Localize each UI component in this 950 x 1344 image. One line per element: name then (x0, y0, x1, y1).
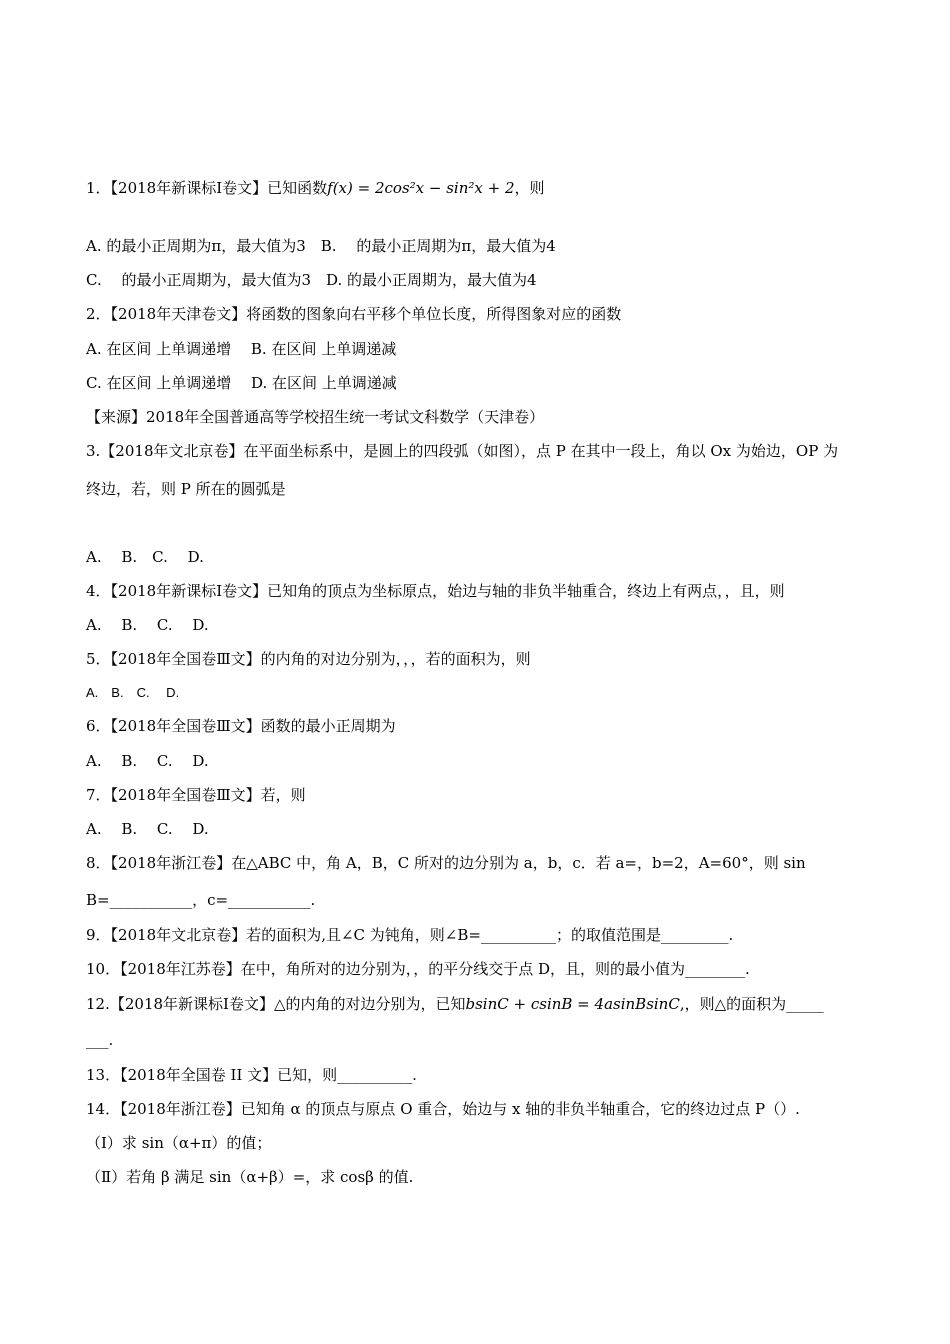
q1-stem-suffix: ，则 (514, 179, 545, 197)
q12-line2: ___. (86, 1031, 114, 1049)
q12-stem (86, 994, 864, 1014)
q14-stem: 14．【2018年浙江卷】已知角 α 的顶点与原点 O 重合，始边与 x 轴的非负半轴重合，它的终边过点 P（）. (86, 1100, 800, 1118)
q4-stem: 4．【2018年新课标Ⅰ卷文】已知角的顶点为坐标原点，始边与轴的非负半轴重合，终边上有两点，，且，则 (86, 582, 785, 600)
q9-stem: 9．【2018年文北京卷】若的面积为,且∠C 为钝角，则∠B=__________；的取值范围是_________. (86, 926, 734, 944)
q14-part1: （Ⅰ）求 sin（α+π）的值； (86, 1134, 272, 1152)
q14-part2: （Ⅱ）若角 β 满足 sin（α+β）=，求 cosβ 的值. (86, 1168, 414, 1186)
q3-line2: 终边，若，则 P 所在的圆弧是 (86, 480, 286, 498)
q12-stem-suffix: ,，则△的面积为_____ (679, 995, 824, 1013)
q1-stem-prefix: 1．【2018年新课标Ⅰ卷文】已知函数 (86, 179, 328, 197)
q2-options-ab: A. 在区间 上单调递增 B. 在区间 上单调递减 (86, 340, 397, 358)
q7-stem: 7．【2018年全国卷Ⅲ文】若，则 (86, 786, 306, 804)
q1-options-cd: C. 的最小正周期为，最大值为3 D. 的最小正周期为，最大值为4 (86, 271, 537, 289)
q8-line1: 8．【2018年浙江卷】在△ABC 中，角 A，B，C 所对的边分别为 a，b，c．若 a=，b=2，A=60°，则 sin (86, 854, 806, 872)
q6-options: A. B. C. D. (86, 752, 209, 770)
q12-stem-prefix: 12.【2018年新课标Ⅰ卷文】△的内角的对边分别为，已知 (86, 995, 466, 1013)
q7-options: A. B. C. D. (86, 820, 209, 838)
q1-formula: f(x) = 2cos²x − sin²x + 2 (327, 179, 515, 197)
q2-options-cd: C. 在区间 上单调递增 D. 在区间 上单调递减 (86, 374, 397, 392)
q5-stem: 5．【2018年全国卷Ⅲ文】的内角的对边分别为，，，若的面积为，则 (86, 650, 531, 668)
q2-source: 【来源】2018年全国普通高等学校招生统一考试文科数学（天津卷） (86, 408, 545, 426)
q8-line2: B=___________，c=___________. (86, 891, 316, 909)
q1-stem (86, 178, 864, 198)
q3-line1: 3.【2018年文北京卷】在平面坐标系中，是圆上的四段弧（如图），点 P 在其中一段上，角以 Ox 为始边，OP 为 (86, 442, 839, 460)
q1-options-ab: A. 的最小正周期为π，最大值为3 B. 的最小正周期为π，最大值为4 (86, 237, 556, 255)
q5-options: A. B. C. D. (86, 685, 180, 700)
q2-stem: 2．【2018年天津卷文】将函数的图象向右平移个单位长度，所得图象对应的函数 (86, 305, 622, 323)
q10-stem: 10．【2018年江苏卷】在中，角所对的边分别为，，的平分线交于点 D，且，则的最小值为________. (86, 960, 750, 978)
q13-stem: 13．【2018年全国卷 II 文】已知，则__________. (86, 1066, 417, 1084)
q4-options: A. B. C. D. (86, 616, 209, 634)
q6-stem: 6．【2018年全国卷Ⅲ文】函数的最小正周期为 (86, 717, 396, 735)
q12-formula: bsinC + csinB = 4asinBsinC (465, 995, 680, 1013)
q3-options: A. B. C. D. (86, 548, 204, 566)
